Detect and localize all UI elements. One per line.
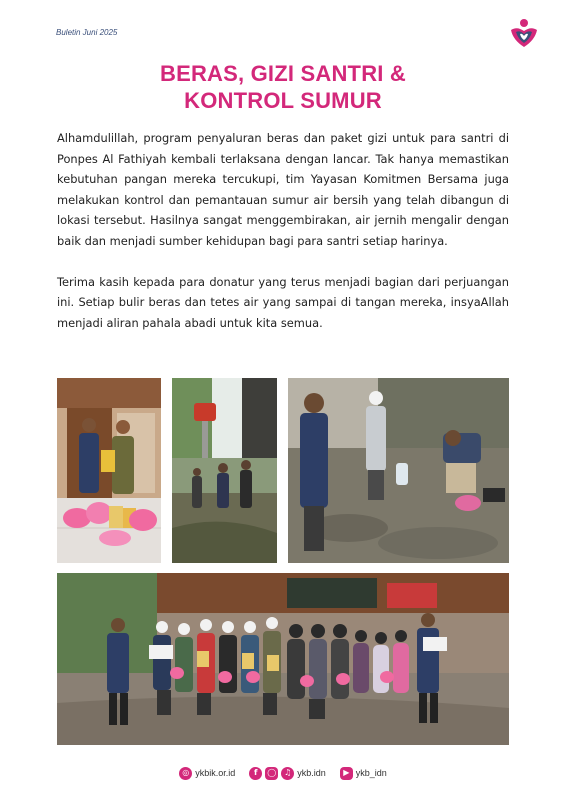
bulletin-label: Buletin Juni 2025 [56,28,118,37]
paragraph: Terima kasih kepada para donatur yang terus menjadi bagian dari perjuangan ini. Setiap bulir beras dan tetes air yang sampai di tangan mereka, insyaAllah menjadi aliran pahala abadi untuk kita semua. [57,274,509,330]
instagram-icon[interactable]: ◯ [265,767,278,780]
title-line-2: KONTROL SUMUR [184,88,382,113]
paragraph: Alhamdulillah, program penyaluran beras dan paket gizi untuk para santri di Ponpes Al Fathiyah kembali terlaksana dengan lancar. Tak hanya memastikan kebutuhan pangan mereka tercukupi, tim Yayasan Komitmen Bersama juga melakukan kontrol dan pemantauan sumur air bersih yang telah dibangun di lokasi tersebut. Hasilnya sangat menggembirakan, air jernih mengalir dengan baik dan menjadi sumber kehidupan bagi para santri setiap harinya. [57,131,509,248]
photo-water-tower [172,378,277,563]
youtube-handle[interactable]: ykb_idn [355,768,387,778]
photo-rice-handover [57,378,161,563]
title-line-1: BERAS, GIZI SANTRI & [159,61,406,86]
footer [0,763,566,783]
article-body [57,128,509,353]
page-title [0,60,566,114]
globe-icon: ◎ [179,767,192,780]
youtube-icon[interactable]: ▶ [340,767,353,780]
tiktok-icon[interactable]: ♫ [281,767,294,780]
photo-group-santri [57,573,509,745]
ykbik-logo-icon [507,16,541,50]
footer-youtube[interactable] [340,767,387,780]
photo-well-inspection [288,378,509,563]
website-link[interactable]: ykbik.or.id [195,768,236,778]
footer-website[interactable] [179,767,235,780]
footer-social[interactable] [249,767,326,780]
facebook-icon[interactable]: f [249,767,262,780]
social-handle[interactable]: ykb.idn [297,768,326,778]
